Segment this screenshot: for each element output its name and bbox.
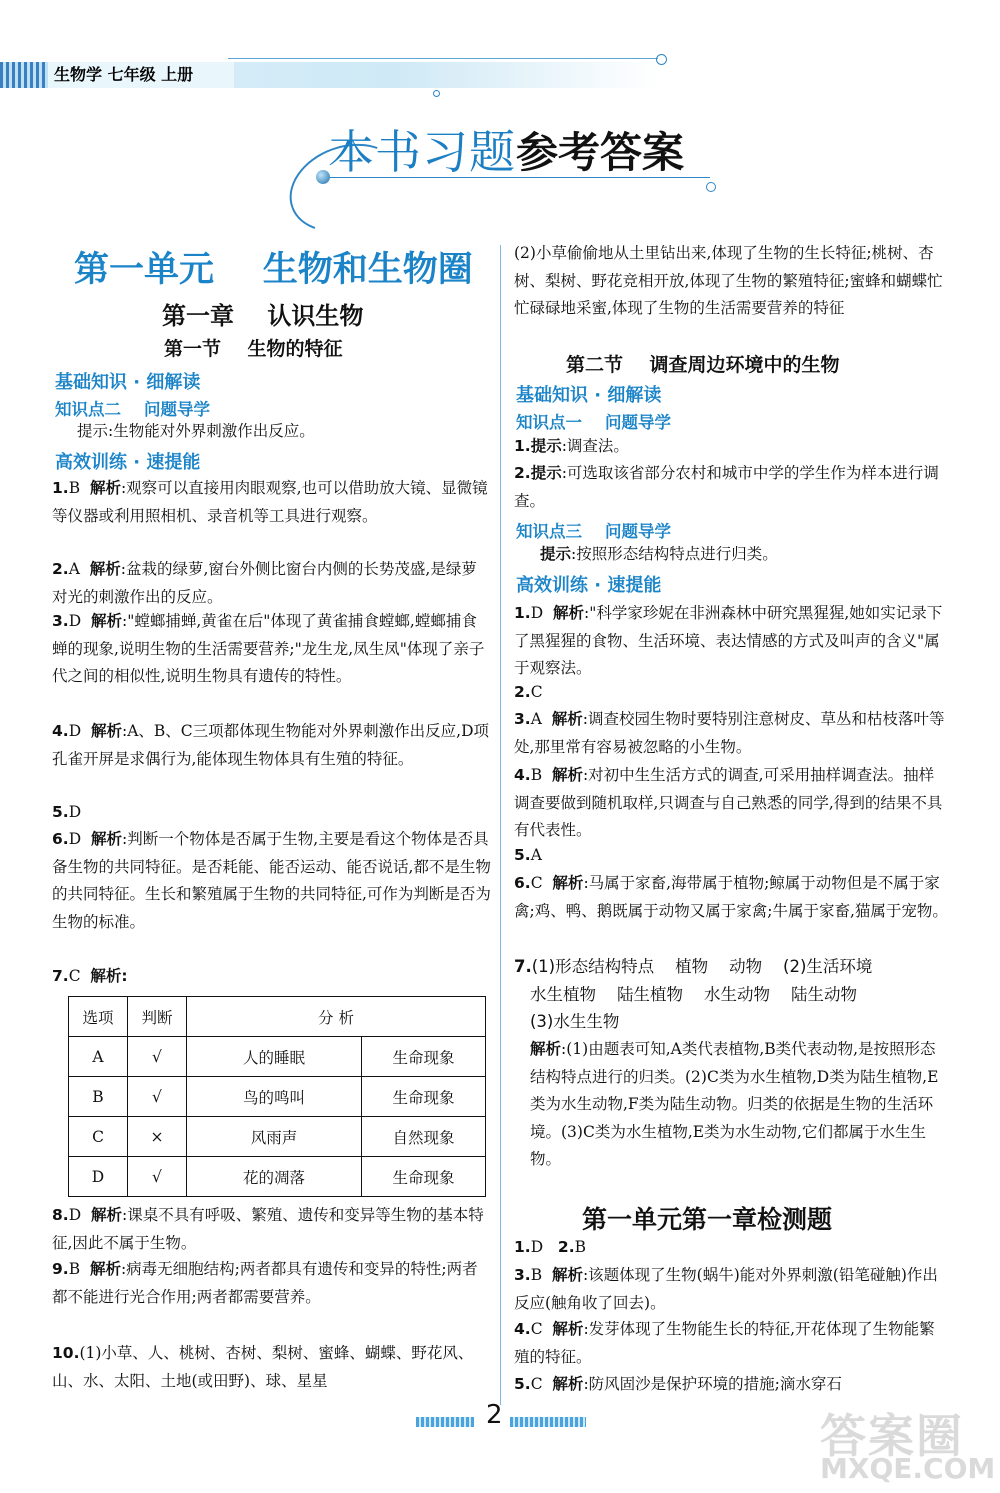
question-9: 9.B 解析:病毒无细胞结构;两者都具有遗传和变异的特性;两者都不能进行光合作用;两者都需要营养。 xyxy=(52,1260,478,1306)
table-cell: C xyxy=(69,1117,128,1157)
column-divider xyxy=(500,245,501,1405)
question-6: 6.D 解析:判断一个物体是否属于生物,主要是看这个物体是否具备生物的共同特征。是否耗能、能否运动、能否说话,都不是生物的共同特征。生长和繁殖属于生物的共同特征,可作为判断是否为生物的标准。 xyxy=(52,830,491,931)
question-r6: 6.C 解析:马属于家畜,海带属于植物;鲸属于动物但是不属于家禽;鸡、鸭、鹅既属于动物又属于家禽;牛属于家畜,猫属于宠物。 xyxy=(514,874,948,920)
table-cell: × xyxy=(128,1117,187,1157)
header-rule xyxy=(228,58,658,59)
question-4: 4.D 解析:A、B、C三项都体现生物能对外界刺激作出反应,D项孔雀开屏是求偶行为,能体现生物体具有生殖的特征。 xyxy=(52,722,490,768)
section-label-basic-2: 基础知识 · 细解读 xyxy=(516,385,662,406)
table-cell: √ xyxy=(128,1157,187,1197)
hint-3: 提示:按照形态结构特点进行归类。 xyxy=(540,545,778,563)
table-cell: 风雨声 xyxy=(187,1117,362,1157)
table-cell: 花的凋落 xyxy=(187,1157,362,1197)
question-8: 8.D 解析:课桌不具有呼吸、繁殖、遗传和变异等生物的基本特征,因此不属于生物。 xyxy=(52,1206,484,1252)
analysis-table xyxy=(68,996,486,1197)
chapter-title: 第一章 认识生物 xyxy=(162,302,364,330)
question-r1: 1.D 解析:"科学家珍妮在非洲森林中研究黑猩猩,她如实记录下了黑猩猩的食物、生活环境、表达情感的方式及叫声的含义"属于观察法。 xyxy=(514,604,943,677)
table-cell: √ xyxy=(128,1037,187,1077)
table-cell: B xyxy=(69,1077,128,1117)
hint-2: 2.提示:可选取该省部分农村和城市中学的学生作为样本进行调查。 xyxy=(514,464,939,510)
table-row xyxy=(69,1077,486,1117)
table-row xyxy=(69,1117,486,1157)
knowledge-point-1-label: 知识点一 问题导学 xyxy=(516,413,671,432)
question-5: 5.D xyxy=(52,803,82,821)
header-circle-icon xyxy=(656,54,667,65)
banner-title-part2: 参考答案 xyxy=(516,128,685,177)
table-header: 判断 xyxy=(128,997,187,1037)
page-number: 2 xyxy=(486,1400,503,1430)
test-q4: 4.C 解析:发芽体现了生物能生长的特征,开花体现了生物能繁殖的特征。 xyxy=(514,1320,935,1366)
question-r4: 4.B 解析:对初中生生活方式的调查,可采用抽样调查法。抽样调查要做到随机取样,只调查与自己熟悉的同学,得到的结果不具有代表性。 xyxy=(514,766,943,839)
question-2: 2.A 解析:盆栽的绿萝,窗台外侧比窗台内侧的长势茂盛,是绿萝对光的刺激作出的反应。 xyxy=(52,560,477,606)
question-r7-answer: 7.(1)形态结构特点 植物 动物 (2)生活环境 水生植物 陆生植物 水生动物 陆生动物 (3)水生生物 xyxy=(514,957,873,1031)
table-header: 选项 xyxy=(69,997,128,1037)
test-q3: 3.B 解析:该题体现了生物(蜗牛)能对外界刺激(铅笔碰触)作出反应(触角收了回去)。 xyxy=(514,1266,938,1312)
question-3: 3.D 解析:"螳螂捕蝉,黄雀在后"体现了黄雀捕食螳螂,螳螂捕食蝉的现象,说明生物的生活需要营养;"龙生龙,凤生凤"体现了亲子代之间的相似性,说明生物具有遗传的特性。 xyxy=(52,612,485,685)
knowledge-point-3-label: 知识点三 问题导学 xyxy=(516,522,671,541)
question-r2: 2.C xyxy=(514,683,543,701)
test-q1-q2: 1.D 2.B xyxy=(514,1238,586,1256)
knowledge-point-label: 知识点二 问题导学 xyxy=(55,400,210,419)
question-10-continued: (2)小草偷偷地从土里钻出来,体现了生物的生长特征;桃树、杏树、梨树、野花竞相开放,体现了生物的繁殖特征;蜜蜂和蝴蝶忙忙碌碌地采蜜,体现了生物的生活需要营养的特征 xyxy=(514,244,943,317)
table-cell: 生命现象 xyxy=(362,1077,486,1117)
section-label-training-2: 高效训练 · 速提能 xyxy=(516,575,662,596)
footer-right-decoration xyxy=(510,1417,586,1427)
table-cell: √ xyxy=(128,1077,187,1117)
banner-title-part1: 本书习题 xyxy=(328,125,516,179)
table-cell: A xyxy=(69,1037,128,1077)
table-row xyxy=(69,1157,486,1197)
watermark-url: MXQE.COM xyxy=(820,1452,996,1485)
table-row xyxy=(69,1037,486,1077)
header-pattern xyxy=(0,62,48,88)
table-cell: 生命现象 xyxy=(362,1157,486,1197)
section-label-training: 高效训练 · 速提能 xyxy=(55,452,201,473)
table-cell: 自然现象 xyxy=(362,1117,486,1157)
unit-title: 第一单元 生物和生物圈 xyxy=(74,250,473,290)
watermark-logo: 答案圈 xyxy=(820,1409,964,1463)
banner-ring-icon xyxy=(706,182,716,192)
question-r5: 5.A xyxy=(514,846,542,864)
section-2-title: 第二节 调查周边环境中的生物 xyxy=(566,354,840,376)
question-r7-explanation: 解析:(1)由题表可知,A类代表植物,B类代表动物,是按照形态结构特点进行的归类。(2)C类为水生植物,D类为陆生植物,E类为水生动物,F类为陆生动物。归类的依据是生物的生活环境。(3)C类为水生植物,E类为水生动物,它们都属于水生生物。 xyxy=(530,1040,939,1168)
footer-left-decoration xyxy=(416,1417,474,1427)
question-1: 1.B 解析:观察可以直接用肉眼观察,也可以借助放大镜、显微镜等仪器或利用照相机、录音机等工具进行观察。 xyxy=(52,479,488,525)
test-title: 第一单元第一章检测题 xyxy=(582,1205,833,1234)
test-q5: 5.C 解析:防风固沙是保护环境的措施;滴水穿石 xyxy=(514,1375,842,1393)
question-7: 7.C 解析: xyxy=(52,967,128,985)
table-cell: 人的睡眠 xyxy=(187,1037,362,1077)
section-title: 第一节 生物的特征 xyxy=(164,338,343,360)
question-r3: 3.A 解析:调查校园生物时要特别注意树皮、草丛和枯枝落叶等处,那里常有容易被忽略的小生物。 xyxy=(514,710,945,756)
table-cell: D xyxy=(69,1157,128,1197)
header-small-circle-icon xyxy=(433,90,440,97)
table-cell: 生命现象 xyxy=(362,1037,486,1077)
table-header: 分 析 xyxy=(187,997,486,1037)
table-header-row xyxy=(69,997,486,1037)
hint-text: 提示:生物能对外界刺激作出反应。 xyxy=(77,422,315,440)
table-cell: 鸟的鸣叫 xyxy=(187,1077,362,1117)
hint-1: 1.提示:调查法。 xyxy=(514,437,629,455)
question-10: 10.(1)小草、人、桃树、杏树、梨树、蜜蜂、蝴蝶、野花风、山、水、太阳、土地(或田野)、球、星星 xyxy=(52,1344,474,1390)
book-title: 生物学 七年级 上册 xyxy=(48,62,234,88)
section-label-basic: 基础知识 · 细解读 xyxy=(55,372,201,393)
